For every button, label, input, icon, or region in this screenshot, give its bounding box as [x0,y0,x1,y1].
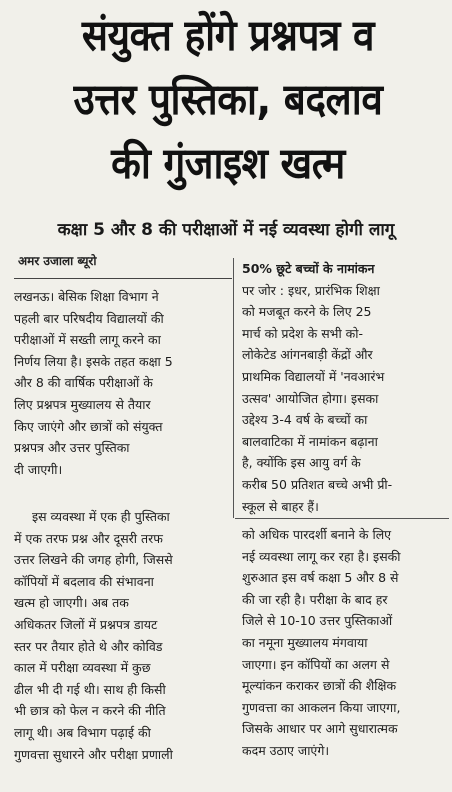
text-line: काल में परीक्षा व्यवस्था में कुछ [14,660,151,676]
text-line: में एक तरफ प्रश्न और दूसरी तरफ [14,530,163,546]
text-line: कदम उठाए जाएंगे। [242,742,330,758]
text-line: निर्णय लिया है। इसके तहत कक्षा 5 [14,353,173,369]
text-line: उत्सव' आयोजित होगा। इसका [242,390,379,406]
text-line: जाएगा। इन कॉपियों का अलग से [242,656,390,672]
text-line: कॉपियों में बदलाव की संभावना [14,573,154,589]
text-line: परीक्षाओं में सख्ती लागू करने का [14,332,161,348]
text-line: नई व्यवस्था लागू कर रहा है। इसकी [242,548,401,564]
text-line: किए जाएंगे और छात्रों को संयुक्त [14,418,163,434]
text-line: जिसके आधार पर आगे सुधारात्मक [242,721,398,737]
text-line: ढील भी दी गई थी। साथ ही किसी [14,681,166,697]
subheadline: कक्षा 5 और 8 की परीक्षाओं में नई व्यवस्था होगी लागू [57,220,395,240]
box-bottom-rule [235,518,449,519]
text-line: को मजबूत करने के लिए 25 [242,304,372,320]
text-line: दी जाएगी। [14,461,63,477]
text-line: मूल्यांकन कराकर छात्रों की शैक्षिक [242,678,397,694]
text-line: इस व्यवस्था में एक ही पुस्तिका [32,509,170,524]
right-column-bottom [242,524,446,762]
text-line: प्राथमिक विद्यालयों में 'नवआरंभ [242,368,385,384]
byline: अमर उजाला ब्यूरो [18,254,97,268]
left-column-top [14,286,226,480]
text-line: को अधिक पारदर्शी बनाने के लिए [242,527,392,542]
headline-line-1: संयुक्त होंगे प्रश्नपत्र व [81,11,375,61]
text-line: गुणवत्ता का आकलन किया जाएगा, [242,699,401,715]
text-line: शुरुआत इस वर्ष कक्षा 5 और 8 से [242,570,399,586]
byline-rule [14,278,232,279]
text-line: उत्तर लिखने की जगह होगी, जिससे [14,552,173,568]
text-line: लिए प्रश्नपत्र मुख्यालय से तैयार [14,396,151,412]
headline-line-3: की गुंजाइश खत्म [111,139,345,189]
text-line: लखनऊ। बेसिक शिक्षा विभाग ने [14,289,159,304]
headline-line-2: उत्तर पुस्तिका, बदलाव [73,75,383,125]
text-line: और 8 की वार्षिक परीक्षाओं के [14,375,153,391]
text-line: 50% छूटे बच्चों के नामांकन [242,261,375,276]
text-line: लागू थी। अब विभाग पढ़ाई की [14,724,151,740]
text-line: पर जोर : इधर, प्रारंभिक शिक्षा [242,282,380,298]
right-box [242,258,446,517]
text-line: खत्म हो जाएगी। अब तक [14,595,129,611]
text-line: मार्च को प्रदेश के सभी को- [242,325,364,341]
text-line: प्रश्नपत्र और उत्तर पुस्तिका [14,440,130,456]
text-line: अधिकतर जिलों में प्रश्नपत्र डायट [14,616,158,632]
text-line: स्तर पर तैयार होते थे और कोविड [14,638,163,654]
text-line: भी छात्र को फेल न करने की नीति [14,703,166,719]
text-line: की जा रही है। परीक्षा के बाद हर [242,591,388,607]
text-line: का नमूना मुख्यालय मंगवाया [242,634,368,650]
text-line: गुणवत्ता सुधारने और परीक्षा प्रणाली [14,746,173,762]
text-line: जिले से 10-10 उत्तर पुस्तिकाओं [242,613,393,629]
text-line: स्कूल से बाहर हैं। [242,498,319,514]
column-divider [233,258,234,518]
headline [30,4,426,196]
text-line: बालवाटिका में नामांकन बढ़ाना [242,433,378,449]
text-line: उद्देश्य 3-4 वर्ष के बच्चों का [242,412,368,428]
text-line: करीब 50 प्रतिशत बच्चे अभी प्री- [242,476,393,492]
text-line: लोकेटेड आंगनबाड़ी केंद्रों और [242,347,373,363]
text-line: है, क्योंकि इस आयु वर्ग के [242,455,361,471]
left-column-bottom [14,506,226,765]
text-line: पहली बार परिषदीय विद्यालयों की [14,310,164,326]
